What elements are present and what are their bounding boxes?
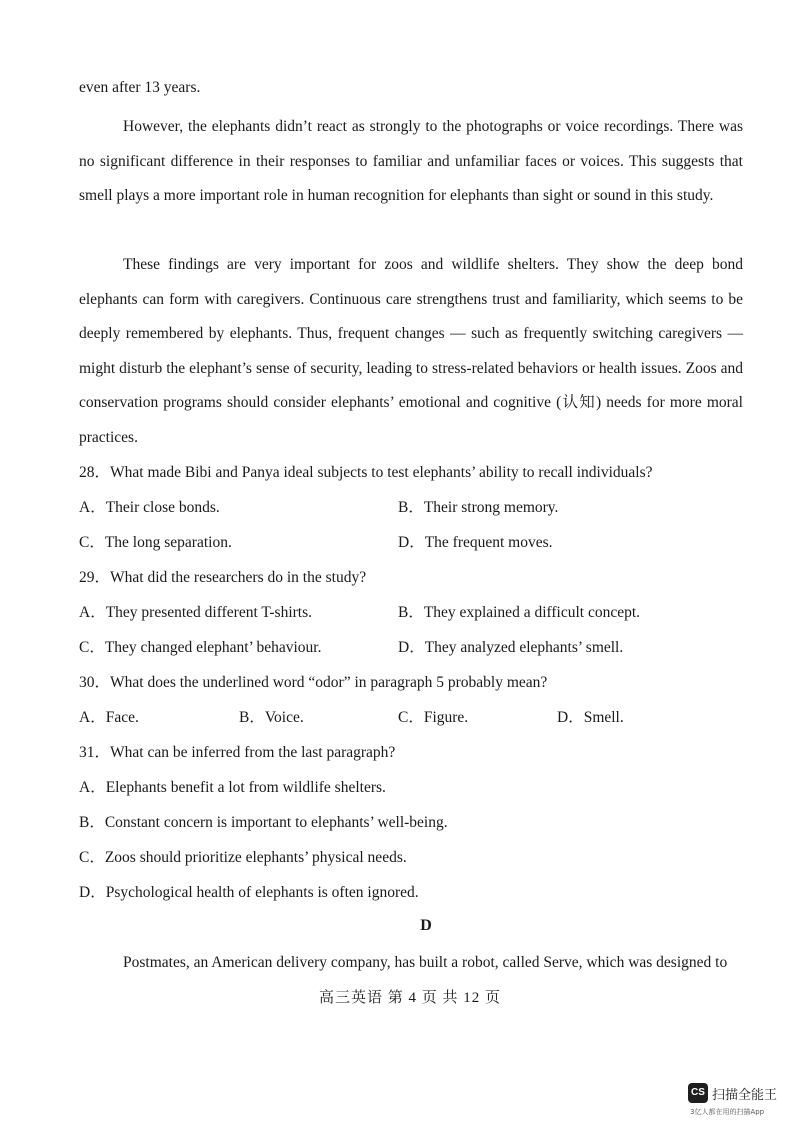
passage-d-first-line: Postmates, an American delivery company, has built a robot, called Serve, which was designed to <box>123 954 728 971</box>
page-footer: 高三英语 第 4 页 共 12 页 <box>318 990 501 1006</box>
question-28-option-b: B．Their strong memory. <box>398 499 559 516</box>
question-29-option-c: C．They changed elephant’ behaviour. <box>79 639 322 656</box>
question-30-option-d: D．Smell. <box>557 709 624 726</box>
question-29-option-d: D．They analyzed elephants’ smell. <box>398 639 624 656</box>
passage-c-paragraph-5: These findings are very important for zoos and wildlife shelters. They show the deep bond elephants can form with caregivers. Continuous care strengthens trust and familiarity, which seems to be deeply remembered by elephants. Thus, frequent changes — such as frequently switching caregivers — might disturb the elephant’s sense of security, leading to stress-related behaviors or health issues. Zoos and conservation programs should consider elephants’ emotional and cognitive (认知) needs for more moral practices. <box>79 256 743 446</box>
question-30-option-a: A．Face. <box>79 709 139 726</box>
question-31-option-d: D．Psychological health of elephants is often ignored. <box>79 884 419 901</box>
passage-c-line-end: even after 13 years. <box>79 79 201 96</box>
question-30-stem: 30．What does the underlined word “odor” in paragraph 5 probably mean? <box>79 674 548 691</box>
scanner-watermark <box>688 1083 788 1123</box>
question-31-option-c: C．Zoos should prioritize elephants’ physical needs. <box>79 849 407 866</box>
question-30-option-c: C．Figure. <box>398 709 469 726</box>
watermark-tagline: 3亿人都在用的扫描App <box>690 1108 765 1116</box>
question-29-option-a: A．They presented different T-shirts. <box>79 604 313 621</box>
question-29-stem: 29．What did the researchers do in the study? <box>79 569 367 586</box>
passage-c-paragraph-4: However, the elephants didn’t react as strongly to the photographs or voice recordings. There was no significant difference in their responses to familiar and unfamiliar faces or voices. This suggests that smell plays a more important role in human recognition for elephants than sight or sound in this study. <box>79 118 743 205</box>
question-31-stem: 31．What can be inferred from the last paragraph? <box>79 744 396 761</box>
question-31-option-b: B．Constant concern is important to elephants’ well-being. <box>79 814 448 831</box>
camscanner-logo-icon: CS <box>688 1083 708 1103</box>
question-31-option-a: A．Elephants benefit a lot from wildlife shelters. <box>79 779 386 796</box>
question-28-option-d: D．The frequent moves. <box>398 534 553 551</box>
question-29-option-b: B．They explained a difficult concept. <box>398 604 641 621</box>
question-28-option-a: A．Their close bonds. <box>79 499 220 516</box>
passage-d-heading: D <box>420 917 432 934</box>
question-28-option-c: C．The long separation. <box>79 534 232 551</box>
question-30-option-b: B．Voice. <box>239 709 304 726</box>
watermark-app-name: 扫描全能王 <box>712 1088 778 1103</box>
question-28-stem: 28．What made Bibi and Panya ideal subjects to test elephants’ ability to recall individuals? <box>79 464 653 481</box>
